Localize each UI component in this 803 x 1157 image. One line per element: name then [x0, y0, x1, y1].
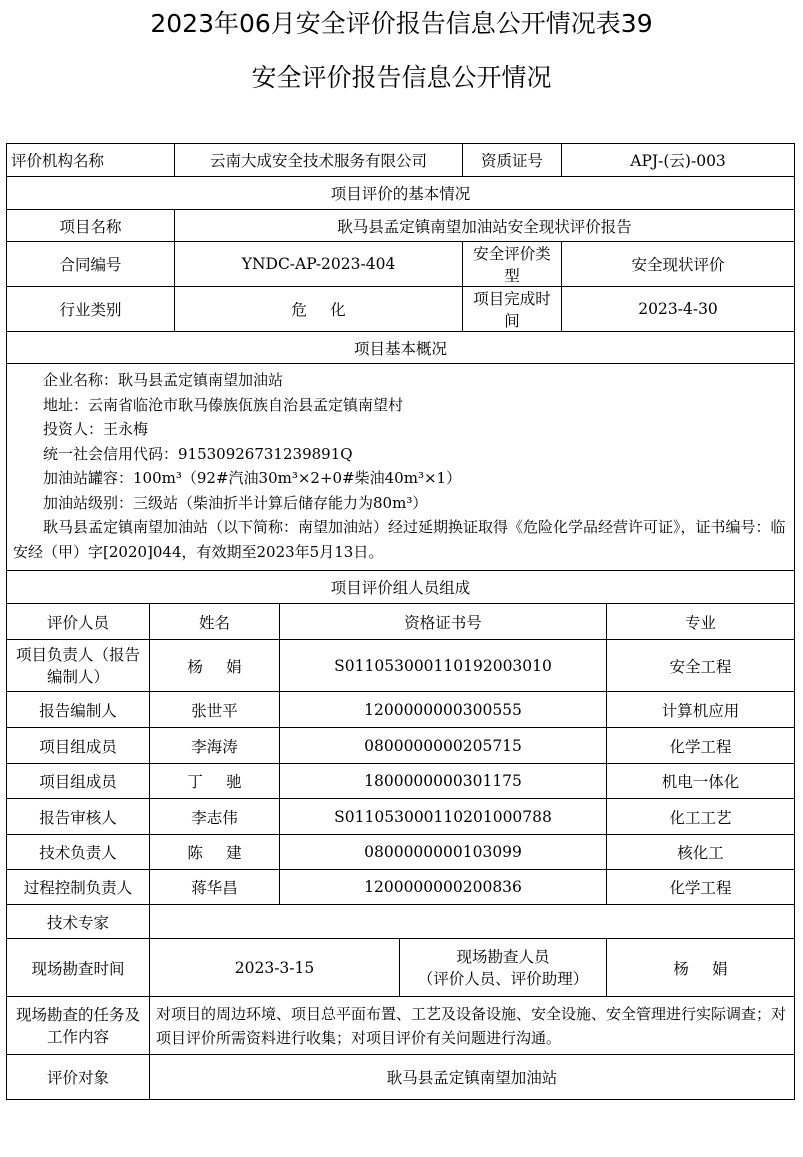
member-role: 项目组成员 [7, 764, 150, 799]
table-row [7, 728, 795, 764]
member-name: 李志伟 [150, 799, 280, 835]
task-label: 现场勘查的任务及工作内容 [7, 997, 150, 1055]
overview-line: 企业名称：耿马县孟定镇南望加油站 [43, 371, 284, 389]
member-role: 报告编制人 [7, 692, 150, 728]
overview-paragraph: 耿马县孟定镇南望加油站（以下简称：南望加油站）经过延期换证取得《危险化学品经营许可证》，证书编号：临安经（甲）字[2020]044，有效期至2023年5月13日。 [13, 518, 786, 561]
overview-line: 加油站罐容：100m³（92#汽油30m³×2+0#柴油40m³×1） [43, 469, 462, 487]
org-row [7, 144, 795, 177]
team-header-row [7, 604, 795, 640]
col-role-header: 评价人员 [7, 604, 150, 640]
target-row [7, 1055, 795, 1100]
member-name [150, 764, 280, 799]
col-name-header: 姓名 [150, 604, 280, 640]
survey-people-value-text: 杨娟 [673, 959, 751, 978]
survey-row [7, 939, 795, 997]
member-name [150, 835, 280, 870]
survey-time-value: 2023-3-15 [150, 939, 400, 997]
industry-value-text: 危化 [291, 301, 369, 319]
member-name-text: 丁驰 [187, 773, 265, 791]
industry-value [175, 287, 463, 332]
col-major-header: 专业 [607, 604, 795, 640]
member-cert: S011053000110192003010 [280, 640, 607, 692]
member-role: 报告审核人 [7, 799, 150, 835]
survey-people-label-line2: （评价人员、评价助理） [417, 969, 589, 988]
overview-line: 地址：云南省临沧市耿马傣族佤族自治县孟定镇南望村 [43, 395, 404, 414]
col-cert-header: 资格证书号 [280, 604, 607, 640]
table-row [7, 835, 795, 870]
survey-people-label-line1: 现场勘查人员 [456, 947, 550, 966]
member-major: 机电一体化 [607, 764, 795, 799]
survey-people-value [607, 939, 795, 997]
member-cert: 0800000000103099 [280, 835, 607, 870]
member-name: 张世平 [150, 692, 280, 728]
member-name: 李海涛 [150, 728, 280, 764]
member-cert: 1800000000301175 [280, 764, 607, 799]
member-role: 项目组成员 [7, 728, 150, 764]
task-value: 对项目的周边环境、项目总平面布置、工艺及设备设施、安全设施、安全管理进行实际调查；对项目评价所需资料进行收集；对项目评价有关问题进行沟通。 [150, 997, 795, 1055]
contract-label: 合同编号 [7, 242, 175, 287]
member-cert: 0800000000205715 [280, 728, 607, 764]
member-major: 化学工程 [607, 728, 795, 764]
target-label: 评价对象 [7, 1055, 150, 1100]
contract-value: YNDC-AP-2023-404 [175, 242, 463, 287]
complete-value: 2023-4-30 [562, 287, 795, 332]
member-major: 核化工 [607, 835, 795, 870]
member-role: 技术负责人 [7, 835, 150, 870]
overview-line: 加油站级别：三级站（柴油折半计算后储存能力为80m³） [43, 493, 428, 512]
table-row [7, 799, 795, 835]
cert-label: 资质证号 [463, 144, 562, 177]
page-subtitle: 安全评价报告信息公开情况 [251, 63, 552, 92]
cert-value: APJ-(云)-003 [562, 144, 795, 177]
member-role: 过程控制负责人 [7, 870, 150, 905]
survey-people-label [400, 939, 607, 997]
project-name-value: 耿马县孟定镇南望加油站安全现状评价报告 [175, 210, 795, 242]
member-cert: S011053000110201000788 [280, 799, 607, 835]
overview-content [7, 364, 795, 571]
project-name-label: 项目名称 [7, 210, 175, 242]
info-table [6, 143, 795, 1100]
task-row [7, 997, 795, 1055]
member-cert: 1200000000300555 [280, 692, 607, 728]
expert-row [7, 905, 795, 939]
member-role: 项目负责人（报告编制人） [7, 640, 150, 692]
member-cert: 1200000000200836 [280, 870, 607, 905]
basic-section-title: 项目评价的基本情况 [7, 177, 795, 210]
table-row [7, 692, 795, 728]
industry-label: 行业类别 [7, 287, 175, 332]
member-major: 安全工程 [607, 640, 795, 692]
overview-section-title: 项目基本概况 [7, 332, 795, 364]
target-value: 耿马县孟定镇南望加油站 [150, 1055, 795, 1100]
table-row [7, 764, 795, 799]
member-name [150, 640, 280, 692]
member-major: 计算机应用 [607, 692, 795, 728]
member-major: 化工工艺 [607, 799, 795, 835]
team-section-title: 项目评价组人员组成 [7, 571, 795, 604]
page-title: 2023年06月安全评价报告信息公开情况表39 [150, 9, 653, 38]
member-major: 化学工程 [607, 870, 795, 905]
overview-line: 投资人：王永梅 [43, 420, 149, 438]
complete-label: 项目完成时间 [463, 287, 562, 332]
member-name-text: 陈建 [187, 844, 265, 862]
member-name: 蒋华昌 [150, 870, 280, 905]
survey-time-label: 现场勘查时间 [7, 939, 150, 997]
expert-value [150, 905, 795, 939]
member-name-text: 杨娟 [187, 657, 265, 676]
table-row [7, 640, 795, 692]
eval-type-label: 安全评价类型 [463, 242, 562, 287]
org-name-value: 云南大成安全技术服务有限公司 [175, 144, 463, 177]
expert-label: 技术专家 [7, 905, 150, 939]
table-row [7, 870, 795, 905]
eval-type-value: 安全现状评价 [562, 242, 795, 287]
org-name-label: 评价机构名称 [7, 144, 175, 177]
overview-line: 统一社会信用代码：91530926731239891Q [43, 444, 353, 463]
